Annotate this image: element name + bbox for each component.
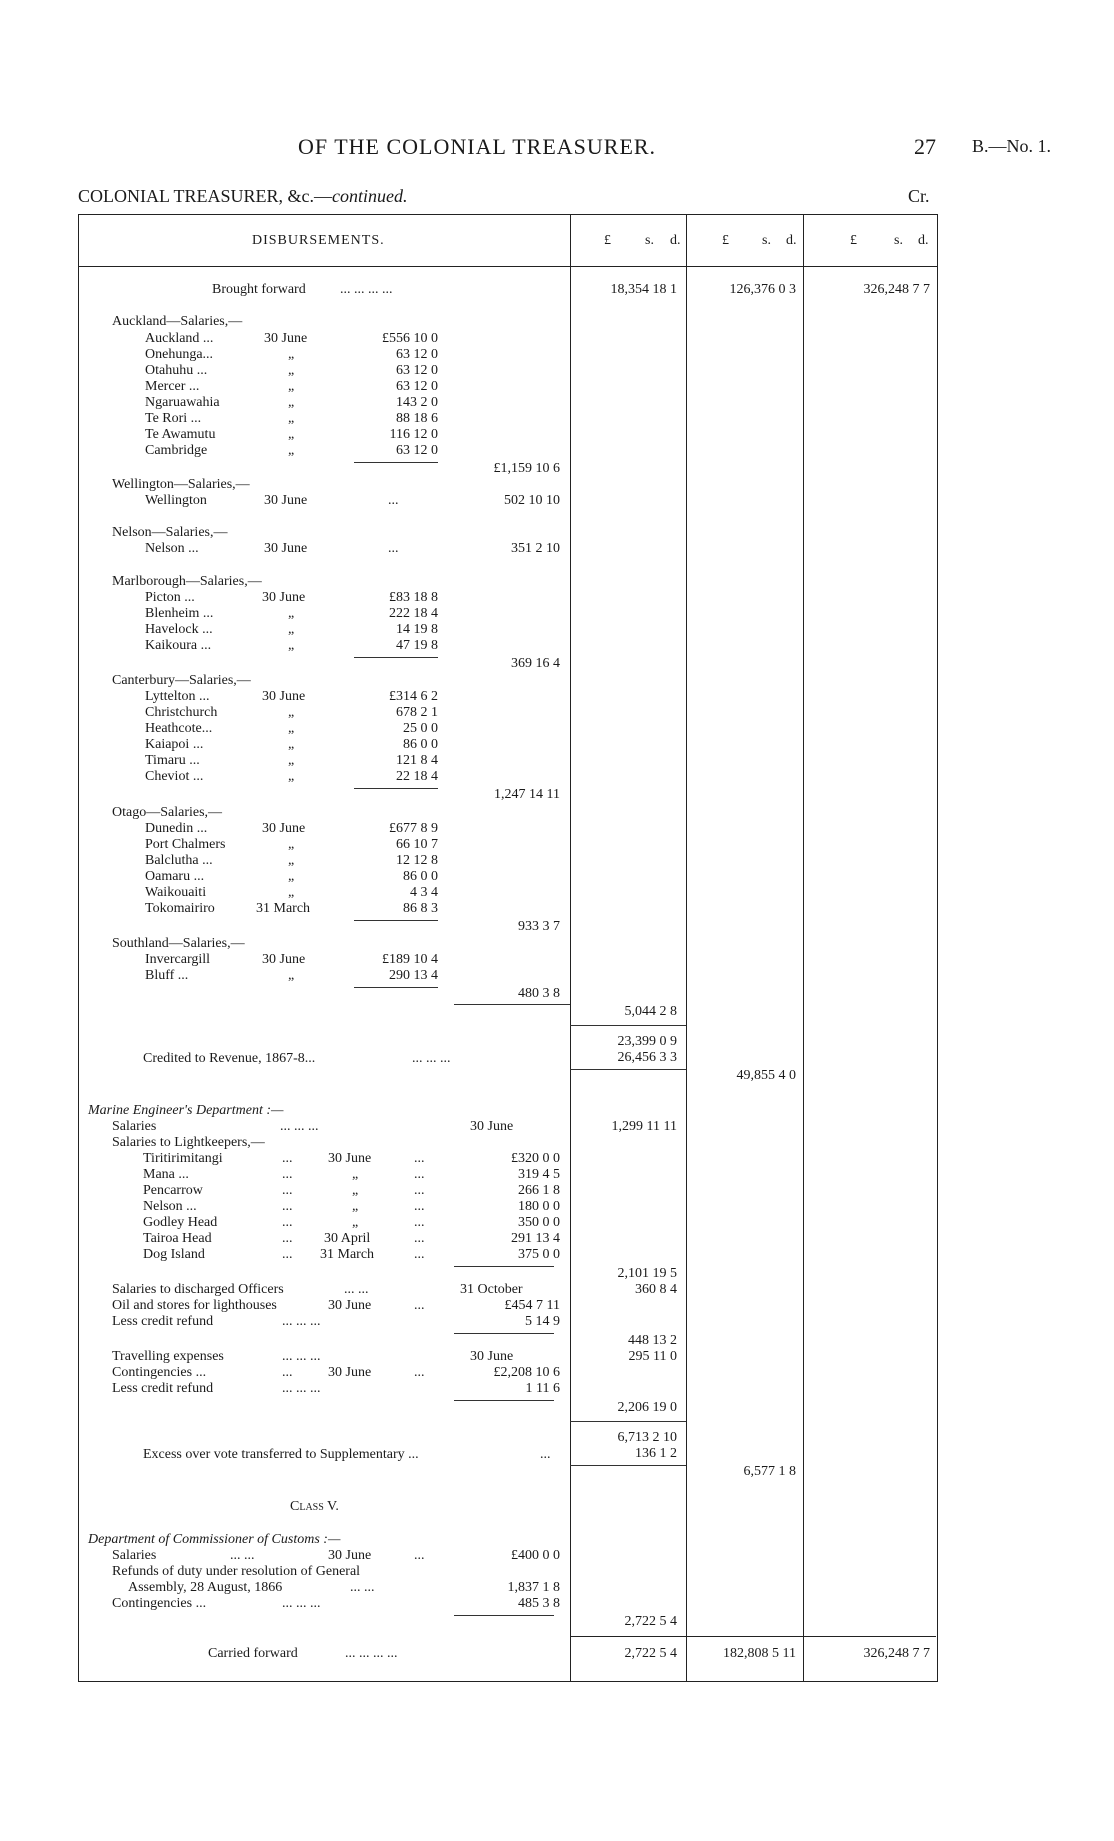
header-rule	[78, 266, 938, 267]
list-item-amount: 121 8 4	[396, 753, 438, 768]
contingencies-net-amount: 2,206 19 0	[617, 1400, 677, 1415]
less-credit-refund-dots: ... ... ...	[282, 1314, 321, 1329]
list-item-name: Te Awamutu	[145, 427, 216, 442]
less-credit-refund-amount: 1 11 6	[525, 1381, 560, 1396]
marine-salaries-dots: ... ... ...	[280, 1119, 319, 1134]
nelson-total: 351 2 10	[511, 541, 560, 556]
customs-salaries-dots: ... ...	[230, 1548, 255, 1563]
discharged-amount: 360 8 4	[635, 1282, 677, 1297]
list-item-date: „	[288, 379, 295, 394]
list-item-dots: ...	[282, 1247, 293, 1262]
list-item-date: „	[288, 638, 295, 653]
list-item-amount: 291 13 4	[511, 1231, 560, 1246]
list-item-name: Dunedin ...	[145, 821, 208, 836]
list-item-date: „	[288, 737, 295, 752]
list-item-dots: ...	[282, 1231, 293, 1246]
list-item-date: „	[288, 443, 295, 458]
marlborough-heading: Marlborough—Salaries,—	[112, 574, 262, 589]
list-item-date: „	[288, 347, 295, 362]
nelson-heading: Nelson—Salaries,—	[112, 525, 228, 540]
list-item-date: „	[288, 721, 295, 736]
oil-net-amount: 448 13 2	[628, 1333, 677, 1348]
list-item-dots: ...	[414, 1167, 425, 1182]
list-item-amount: 12 12 8	[396, 853, 438, 868]
list-item-name: Pencarrow	[143, 1183, 203, 1198]
list-item-dots: ...	[282, 1183, 293, 1198]
customs-salaries-amount: £400 0 0	[511, 1548, 560, 1563]
col2-shilling-heading: s.	[762, 233, 771, 248]
contingencies-amount: £2,208 10 6	[493, 1365, 560, 1380]
customs-salaries-date: 30 June	[328, 1548, 372, 1563]
col1-pound-heading: £	[604, 233, 611, 248]
credited-label: Credited to Revenue, 1867-8...	[143, 1051, 316, 1066]
nelson-dots: ...	[388, 541, 399, 556]
list-item-name: Mana ...	[143, 1167, 189, 1182]
brought-forward-col1: 18,354 18 1	[610, 282, 677, 297]
list-item-date: 30 June	[262, 821, 306, 836]
marine-salaries-date: 30 June	[470, 1119, 514, 1134]
oil-amount: £454 7 11	[504, 1298, 560, 1313]
list-item-amount: £83 18 8	[389, 590, 438, 605]
list-item-amount: 63 12 0	[396, 363, 438, 378]
list-item-dots: ...	[282, 1215, 293, 1230]
customs-contingencies-label: Contingencies ...	[112, 1596, 207, 1611]
list-item-amount: 4 3 4	[410, 885, 438, 900]
list-item-name: Balclutha ...	[145, 853, 213, 868]
list-item-name: Tokomairiro	[145, 901, 215, 916]
otago-subtotal-rule	[354, 920, 438, 921]
col2-pound-heading: £	[722, 233, 729, 248]
list-item-date: „	[352, 1199, 359, 1214]
otago-heading: Otago—Salaries,—	[112, 805, 223, 820]
oil-date: 30 June	[328, 1298, 372, 1313]
column-divider-1	[570, 214, 571, 1681]
list-item-name: Lyttelton ...	[145, 689, 210, 704]
list-item-amount: 222 18 4	[389, 606, 438, 621]
list-item-name: Kaikoura ...	[145, 638, 212, 653]
list-item-date: „	[288, 968, 295, 983]
contingencies-date: 30 June	[328, 1365, 372, 1380]
southland-col1-total: 5,044 2 8	[624, 1004, 677, 1019]
customs-col1-total: 2,722 5 4	[624, 1614, 677, 1629]
wellington-name: Wellington	[145, 493, 207, 508]
refunds-dots: ... ...	[350, 1580, 375, 1595]
list-item-amount: 678 2 1	[396, 705, 438, 720]
list-item-name: Ngaruawahia	[145, 395, 220, 410]
marlborough-subtotal-rule	[354, 657, 438, 658]
list-item-dots: ...	[414, 1215, 425, 1230]
credited-bottom-rule	[570, 1069, 686, 1070]
list-item-name: Kaiapoi ...	[145, 737, 204, 752]
list-item-name: Otahuhu ...	[145, 363, 208, 378]
list-item-date: „	[288, 606, 295, 621]
list-item-name: Blenheim ...	[145, 606, 214, 621]
lightkeepers-heading: Salaries to Lightkeepers,—	[112, 1135, 265, 1150]
marine-salaries-amount: 1,299 11 11	[611, 1119, 677, 1134]
col2-pence-heading: d.	[786, 233, 797, 248]
col1-shilling-heading: s.	[645, 233, 654, 248]
list-item-name: Auckland ...	[145, 331, 214, 346]
list-item-date: 30 June	[262, 590, 306, 605]
marine-heading: Marine Engineer's Department :—	[88, 1103, 284, 1118]
list-item-date: „	[288, 705, 295, 720]
list-item-amount: 86 8 3	[403, 901, 438, 916]
subtitle-continued: continued.	[332, 186, 408, 206]
marine-subtotal-rule	[570, 1421, 686, 1422]
col3-shilling-heading: s.	[894, 233, 903, 248]
list-item-amount: 143 2 0	[396, 395, 438, 410]
contingencies-dots: ...	[282, 1365, 293, 1380]
auckland-total: £1,159 10 6	[493, 461, 560, 476]
list-item-date: „	[288, 395, 295, 410]
travel-amount: 295 11 0	[628, 1349, 677, 1364]
travel-dots: ... ... ...	[282, 1349, 321, 1364]
list-item-name: Oamaru ...	[145, 869, 205, 884]
section-subtitle	[78, 186, 407, 207]
list-item-date: „	[288, 427, 295, 442]
credited-col2-total: 49,855 4 0	[736, 1068, 796, 1083]
southland-total: 480 3 8	[518, 986, 560, 1001]
refunds-label-line2: Assembly, 28 August, 1866	[128, 1580, 283, 1595]
page-title: OF THE COLONIAL TREASURER.	[298, 134, 657, 159]
discharged-date: 31 October	[460, 1282, 523, 1297]
list-item-amount: 63 12 0	[396, 443, 438, 458]
customs-total-rule	[454, 1615, 554, 1616]
list-item-date: „	[352, 1215, 359, 1230]
list-item-amount: 66 10 7	[396, 837, 438, 852]
list-item-amount: 86 0 0	[403, 869, 438, 884]
customs-department-heading: Department of Commissioner of Customs :—	[88, 1532, 341, 1547]
marine-subtotal: 6,713 2 10	[617, 1430, 677, 1445]
customs-contingencies-amount: 485 3 8	[518, 1596, 560, 1611]
credited-col1-a: 23,399 0 9	[617, 1034, 677, 1049]
marlborough-total: 369 16 4	[511, 656, 560, 671]
list-item-name: Port Chalmers	[145, 837, 226, 852]
canterbury-total: 1,247 14 11	[494, 787, 560, 802]
list-item-name: Mercer ...	[145, 379, 200, 394]
list-item-date: „	[352, 1167, 359, 1182]
list-item-date: „	[352, 1183, 359, 1198]
nelson-date: 30 June	[264, 541, 308, 556]
credited-col1-b: 26,456 3 3	[617, 1050, 677, 1065]
list-item-name: Nelson ...	[143, 1199, 197, 1214]
list-item-date: 30 April	[324, 1231, 371, 1246]
list-item-dots: ...	[414, 1247, 425, 1262]
list-item-date: „	[288, 753, 295, 768]
carried-forward-col2: 182,808 5 11	[723, 1646, 796, 1661]
list-item-amount: £189 10 4	[382, 952, 438, 967]
list-item-name: Heathcote...	[145, 721, 213, 736]
list-item-name: Timaru ...	[145, 753, 200, 768]
carried-forward-col3: 326,248 7 7	[863, 1646, 930, 1661]
southland-subtotal-rule	[354, 987, 438, 988]
list-item-dots: ...	[414, 1231, 425, 1246]
list-item-name: Waikouaiti	[145, 885, 207, 900]
list-item-date: „	[288, 869, 295, 884]
list-item-name: Bluff ...	[145, 968, 189, 983]
less-credit-refund-label: Less credit refund	[112, 1314, 214, 1329]
col3-pound-heading: £	[850, 233, 857, 248]
discharged-label: Salaries to discharged Officers	[112, 1282, 284, 1297]
list-item-name: Godley Head	[143, 1215, 218, 1230]
list-item-amount: 25 0 0	[403, 721, 438, 736]
list-item-name: Picton ...	[145, 590, 195, 605]
class-v-heading: Class V.	[290, 1499, 339, 1514]
subtitle-text: COLONIAL TREASURER, &c.—	[78, 186, 332, 206]
list-item-date: 30 June	[262, 689, 306, 704]
list-item-name: Cambridge	[145, 443, 208, 458]
wellington-heading: Wellington—Salaries,—	[112, 477, 250, 492]
carried-forward-dots: ... ... ... ...	[345, 1646, 398, 1661]
list-item-amount: 14 19 8	[396, 622, 438, 637]
list-item-amount: 86 0 0	[403, 737, 438, 752]
discharged-dots: ... ...	[344, 1282, 369, 1297]
list-item-amount: £556 10 0	[382, 331, 438, 346]
list-item-date: „	[288, 363, 295, 378]
carried-forward-rule	[570, 1636, 936, 1637]
carried-forward-label: Carried forward	[208, 1646, 298, 1661]
credit-side-label: Cr.	[908, 186, 930, 206]
marine-total-rule	[570, 1465, 686, 1466]
list-item-date: „	[288, 769, 295, 784]
credited-top-rule	[570, 1025, 686, 1026]
lightkeepers-total: 2,101 19 5	[617, 1266, 677, 1281]
column-divider-2	[686, 214, 687, 1681]
customs-salaries-dots: ...	[414, 1548, 425, 1563]
list-item-amount: £314 6 2	[389, 689, 438, 704]
col3-pence-heading: d.	[918, 233, 929, 248]
refunds-amount: 1,837 1 8	[507, 1580, 560, 1595]
document-reference: B.—No. 1.	[972, 136, 1052, 156]
list-item-amount: 319 4 5	[518, 1167, 560, 1182]
excess-amount: 136 1 2	[635, 1446, 677, 1461]
list-item-date: 30 June	[264, 331, 308, 346]
wellington-total: 502 10 10	[504, 493, 560, 508]
list-item-amount: 63 12 0	[396, 379, 438, 394]
list-item-amount: 22 18 4	[396, 769, 438, 784]
salaries-total-rule	[454, 1004, 570, 1005]
list-item-date: „	[288, 853, 295, 868]
list-item-dots: ...	[282, 1199, 293, 1214]
carried-forward-col1: 2,722 5 4	[624, 1646, 677, 1661]
less-credit-refund-dots: ... ... ...	[282, 1381, 321, 1396]
list-item-amount: 180 0 0	[518, 1199, 560, 1214]
list-item-amount: £320 0 0	[511, 1151, 560, 1166]
list-item-date: „	[288, 622, 295, 637]
canterbury-subtotal-rule	[354, 788, 438, 789]
canterbury-heading: Canterbury—Salaries,—	[112, 673, 251, 688]
otago-total: 933 3 7	[518, 919, 560, 934]
nelson-name: Nelson ...	[145, 541, 199, 556]
lightkeepers-subtotal-rule	[454, 1266, 554, 1267]
list-item-date: 30 June	[262, 952, 306, 967]
list-item-dots: ...	[414, 1151, 425, 1166]
customs-contingencies-dots: ... ... ...	[282, 1596, 321, 1611]
list-item-date: 31 March	[256, 901, 311, 916]
list-item-name: Cheviot ...	[145, 769, 204, 784]
wellington-date: 30 June	[264, 493, 308, 508]
list-item-amount: 266 1 8	[518, 1183, 560, 1198]
list-item-name: Dog Island	[143, 1247, 205, 1262]
marine-col2-total: 6,577 1 8	[743, 1464, 796, 1479]
list-item-name: Invercargill	[145, 952, 211, 967]
contingencies-dots: ...	[414, 1365, 425, 1380]
list-item-date: „	[288, 837, 295, 852]
list-item-amount: 116 12 0	[389, 427, 438, 442]
southland-heading: Southland—Salaries,—	[112, 936, 245, 951]
credited-dots: ... ... ...	[412, 1051, 451, 1066]
list-item-name: Tairoa Head	[143, 1231, 212, 1246]
brought-forward-dots: ... ... ... ...	[340, 282, 393, 297]
oil-dots: ...	[414, 1298, 425, 1313]
list-item-amount: 290 13 4	[389, 968, 438, 983]
auckland-heading: Auckland—Salaries,—	[112, 314, 243, 329]
list-item-date: 31 March	[320, 1247, 375, 1262]
marine-salaries-label: Salaries	[112, 1119, 157, 1134]
list-item-name: Onehunga...	[145, 347, 214, 362]
list-item-dots: ...	[282, 1167, 293, 1182]
list-item-dots: ...	[414, 1183, 425, 1198]
list-item-amount: 63 12 0	[396, 347, 438, 362]
list-item-name: Te Rori ...	[145, 411, 202, 426]
less-credit-refund-label: Less credit refund	[112, 1381, 214, 1396]
list-item-name: Christchurch	[145, 705, 218, 720]
list-item-amount: 88 18 6	[396, 411, 438, 426]
list-item-date: „	[288, 885, 295, 900]
list-item-amount: 350 0 0	[518, 1215, 560, 1230]
brought-forward-col2: 126,376 0 3	[729, 282, 796, 297]
auckland-subtotal-rule	[354, 462, 438, 463]
travel-label: Travelling expenses	[112, 1349, 224, 1364]
less-credit-refund-amount: 5 14 9	[525, 1314, 560, 1329]
list-item-amount: £677 8 9	[389, 821, 438, 836]
list-item-dots: ...	[414, 1199, 425, 1214]
list-item-name: Havelock ...	[145, 622, 213, 637]
list-item-date: „	[288, 411, 295, 426]
excess-label: Excess over vote transferred to Supplementary ...	[143, 1447, 419, 1462]
brought-forward-label: Brought forward	[212, 282, 306, 297]
travel-date: 30 June	[470, 1349, 514, 1364]
oil-net-rule	[454, 1333, 554, 1334]
excess-dots: ...	[540, 1447, 551, 1462]
col1-pence-heading: d.	[670, 233, 681, 248]
list-item-amount: 375 0 0	[518, 1247, 560, 1262]
list-item-dots: ...	[282, 1151, 293, 1166]
customs-salaries-label: Salaries	[112, 1548, 157, 1563]
page-number: 27	[914, 134, 936, 159]
contingencies-net-rule	[454, 1400, 554, 1401]
wellington-dots: ...	[388, 493, 399, 508]
list-item-date: 30 June	[328, 1151, 372, 1166]
oil-label: Oil and stores for lighthouses	[112, 1298, 277, 1313]
brought-forward-col3: 326,248 7 7	[863, 282, 930, 297]
list-item-amount: 47 19 8	[396, 638, 438, 653]
list-item-name: Tiritirimitangi	[143, 1151, 223, 1166]
refunds-label-line1: Refunds of duty under resolution of General	[112, 1564, 361, 1579]
contingencies-label: Contingencies ...	[112, 1365, 207, 1380]
column-heading-disbursements: DISBURSEMENTS.	[252, 233, 385, 248]
column-divider-3	[803, 214, 804, 1681]
